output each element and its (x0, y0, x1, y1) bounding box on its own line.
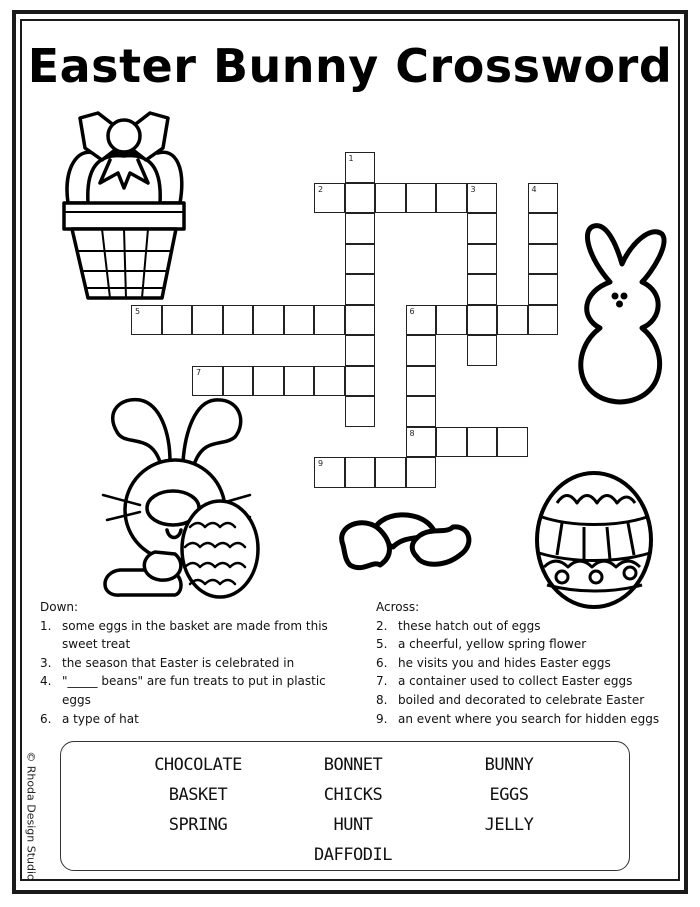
cell-number: 3 (470, 184, 476, 194)
clue-across-8 (376, 691, 676, 710)
jelly-beans-icon (335, 505, 475, 580)
down-heading: Down: (40, 600, 79, 614)
cell-number: 9 (318, 459, 324, 468)
crossword-cell[interactable] (436, 427, 467, 458)
crossword-cell[interactable] (345, 152, 376, 183)
clue-text: boiled and decorated to celebrate Easter (398, 692, 645, 707)
crossword-cell[interactable] (345, 274, 376, 305)
cell-number: 1 (348, 154, 354, 163)
clue-across-6 (376, 654, 676, 673)
crossword-cell[interactable] (406, 427, 437, 458)
crossword-cell[interactable] (406, 366, 437, 397)
crossword-cell[interactable] (253, 366, 284, 397)
crossword-cell[interactable] (406, 305, 437, 336)
across-clues (376, 598, 676, 728)
crossword-cell[interactable] (253, 305, 284, 336)
crossword-cell[interactable] (314, 457, 345, 488)
clue-number: 3. (40, 655, 52, 670)
clue-number: 1. (40, 618, 52, 633)
clue-across-7 (376, 672, 676, 691)
clue-number: 6. (376, 655, 388, 670)
clue-down-3 (40, 654, 345, 673)
clue-across-9 (376, 710, 676, 729)
crossword-cell[interactable] (497, 427, 528, 458)
crossword-cell[interactable] (375, 183, 406, 214)
cell-number: 5 (135, 306, 141, 316)
clue-number: 6. (40, 711, 52, 726)
word-bank-item: HUNT (333, 815, 373, 835)
clue-text: a container used to collect Easter eggs (398, 674, 633, 689)
crossword-cell[interactable] (131, 305, 162, 336)
crossword-cell[interactable] (345, 396, 376, 427)
crossword-cell[interactable] (223, 366, 254, 397)
crossword-cell[interactable] (406, 457, 437, 488)
cell-number: 6 (409, 306, 415, 316)
crossword-cell[interactable] (345, 366, 376, 397)
clue-number: 7. (376, 674, 388, 689)
clue-number: 4. (40, 674, 52, 689)
clue-down-4 (40, 672, 345, 709)
clue-text: a cheerful, yellow spring flower (398, 637, 587, 652)
word-bank-item: CHOCOLATE (154, 755, 242, 775)
down-clues (40, 598, 345, 728)
crossword-cell[interactable] (528, 244, 559, 275)
clue-text: an event where you search for hidden eggs (398, 711, 660, 726)
crossword-cell[interactable] (467, 213, 498, 244)
word-bank-item: JELLY (484, 815, 534, 835)
clue-across-5 (376, 635, 676, 654)
crossword-cell[interactable] (528, 213, 559, 244)
clue-text: these hatch out of eggs (398, 618, 541, 633)
crossword-cell[interactable] (528, 274, 559, 305)
cell-number: 4 (531, 184, 537, 194)
crossword-cell[interactable] (406, 335, 437, 366)
cell-number: 7 (196, 367, 202, 377)
word-bank-item: SPRING (168, 815, 228, 835)
crossword-cell[interactable] (192, 366, 223, 397)
crossword-cell[interactable] (467, 274, 498, 305)
word-bank-item: BASKET (168, 785, 228, 805)
word-bank-item: BUNNY (484, 755, 534, 775)
crossword-cell[interactable] (528, 183, 559, 214)
crossword-cell[interactable] (467, 427, 498, 458)
clue-number: 8. (376, 692, 388, 707)
cell-number: 8 (409, 428, 415, 438)
clue-number: 9. (376, 711, 388, 726)
crossword-cell[interactable] (436, 183, 467, 214)
word-bank-item: DAFFODIL (314, 845, 392, 865)
crossword-cell[interactable] (162, 305, 193, 336)
page-title: Easter Bunny Crossword (27, 39, 673, 93)
clue-down-1 (40, 617, 345, 654)
decorated-egg-icon (532, 465, 657, 610)
copyright-text: © Rhoda Design Studio (24, 751, 38, 881)
crossword-cell[interactable] (467, 305, 498, 336)
crossword-cell[interactable] (467, 244, 498, 275)
crossword-cell[interactable] (345, 305, 376, 336)
word-bank-item: CHICKS (323, 785, 383, 805)
clue-text: the season that Easter is celebrated in (62, 655, 295, 670)
crossword-cell[interactable] (467, 183, 498, 214)
clue-text: he visits you and hides Easter eggs (398, 655, 611, 670)
crossword-cell[interactable] (345, 457, 376, 488)
crossword-cell[interactable] (345, 244, 376, 275)
crossword-cell[interactable] (314, 366, 345, 397)
cell-number: 2 (318, 184, 324, 194)
peep-bunny-icon (570, 220, 670, 410)
word-bank-item: EGGS (489, 785, 529, 805)
clue-number: 2. (376, 618, 388, 633)
crossword-cell[interactable] (528, 305, 559, 336)
clue-text: some eggs in the basket are made from this sweet treat (62, 618, 328, 652)
crossword-cell[interactable] (314, 305, 345, 336)
across-heading: Across: (376, 600, 420, 614)
bunny-with-egg-icon (95, 392, 270, 607)
crossword-cell[interactable] (345, 335, 376, 366)
crossword-cell[interactable] (284, 305, 315, 336)
crossword-cell[interactable] (345, 213, 376, 244)
crossword-cell[interactable] (375, 457, 406, 488)
crossword-cell[interactable] (436, 305, 467, 336)
clue-text: a type of hat (62, 711, 139, 726)
crossword-cell[interactable] (497, 305, 528, 336)
clue-text: "_____ beans" are fun treats to put in plastic eggs (62, 674, 326, 707)
crossword-cell[interactable] (345, 183, 376, 214)
crossword-cell[interactable] (406, 183, 437, 214)
crossword-cell[interactable] (284, 366, 315, 397)
crossword-cell[interactable] (406, 396, 437, 427)
clue-number: 5. (376, 637, 388, 652)
clue-down-6 (40, 710, 345, 729)
word-bank-item: BONNET (323, 755, 383, 775)
crossword-cell[interactable] (192, 305, 223, 336)
crossword-cell[interactable] (223, 305, 254, 336)
crossword-cell[interactable] (314, 183, 345, 214)
easter-basket-icon (58, 108, 193, 308)
crossword-cell[interactable] (467, 335, 498, 366)
clue-across-2 (376, 617, 676, 636)
